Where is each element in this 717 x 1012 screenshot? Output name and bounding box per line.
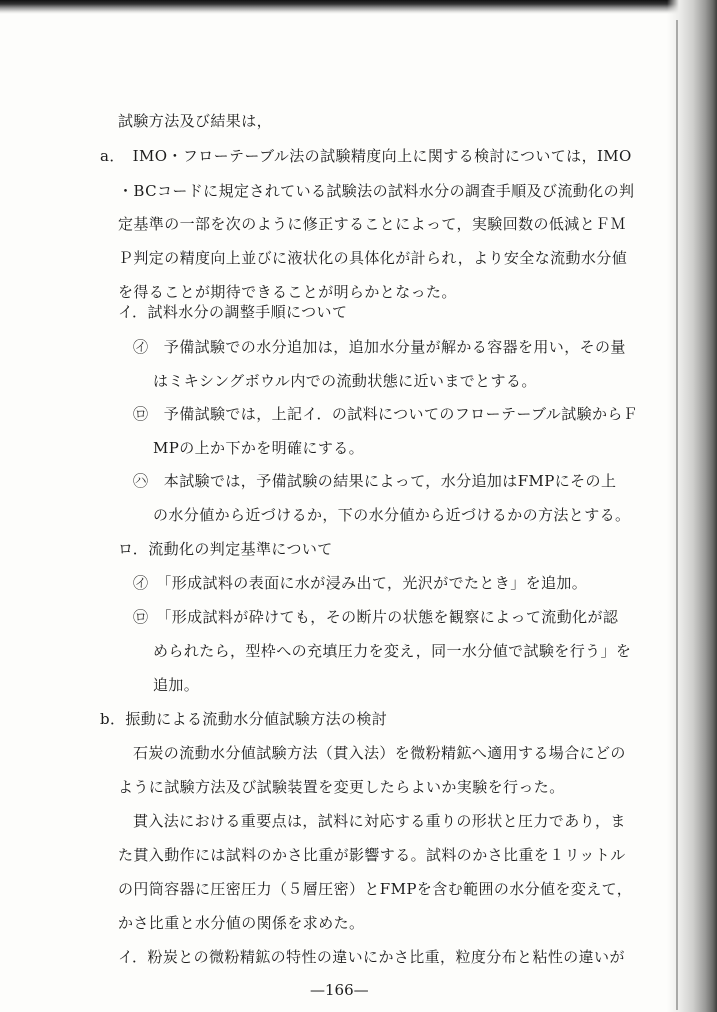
section-b-para-1-line-1: 石炭の流動水分値試験方法（貫入法）を微粉精鉱へ適用する場合にどの — [133, 744, 626, 762]
sub-ro-item-2-line-1: ㋺ 「形成試料が砕けても，その断片の状態を観察によって流動化が認 — [133, 608, 619, 626]
sub-i-item-2-line-2: MPの上か下かを明確にする。 — [153, 439, 365, 457]
section-b-para-2-line-3: の円筒容器に圧密圧力（５層圧密）とFMPを含む範囲の水分値を変えて， — [118, 880, 633, 898]
page-number: —166— — [310, 981, 369, 999]
scan-binding-shadow — [667, 0, 717, 1012]
section-b-para-1-line-2: ように試験方法及び試験装置を変更したらよいか実験を行った。 — [118, 778, 565, 796]
sub-ro-item-1-line-1: ㋑ 「形成試料の表面に水が浸み出て，光沢がでたとき」を追加。 — [133, 574, 588, 592]
sub-ro-item-2-line-2: められたら，型枠への充填圧力を変え，同一水分値で試験を行う」を — [153, 642, 632, 660]
section-a-line-5: を得ることが期待できることが明らかとなった。 — [118, 283, 457, 301]
sub-ro-item-2-line-3: 追加。 — [153, 676, 200, 694]
scan-top-edge-shadow — [0, 0, 717, 14]
sub-i-item-1-line-1: ㋑ 予備試験での水分追加は，追加水分量が解かる容器を用い，その量 — [133, 338, 626, 356]
section-b-sub-i-line-1: イ．粉炭との微粉精鉱の特性の違いにかさ比重，粒度分布と粘性の違いが — [118, 948, 625, 966]
sub-i-item-3-line-2: の水分値から近づけるか，下の水分値から近づけるかの方法とする。 — [153, 506, 631, 524]
sub-i-item-3-line-1: ㋩ 本試験では，予備試験の結果によって，水分追加はFMPにその上 — [133, 472, 617, 490]
sub-i-item-2-line-1: ㋺ 予備試験では，上記イ．の試料についてのフローテーブル試験からＦ — [133, 405, 639, 423]
section-a-line-4: Ｐ判定の精度向上並びに液状化の具体化が計られ，より安全な流動水分値 — [118, 249, 628, 267]
section-b-para-2-line-4: かさ比重と水分値の関係を求めた。 — [118, 914, 365, 932]
section-a-line-3: 定基準の一部を次のように修正することによって，実験回数の低減とＦＭ — [118, 215, 626, 233]
section-b-para-2-line-2: た貫入動作には試料のかさ比重が影響する。試料のかさ比重を１リットル — [118, 846, 626, 864]
page-edge-line — [676, 20, 678, 1010]
intro-text: 試験方法及び結果は， — [118, 112, 273, 130]
section-b-heading: b．振動による流動水分値試験方法の検討 — [100, 710, 388, 728]
sub-i-item-1-line-2: はミキシングボウル内での流動状態に近いまでとする。 — [153, 372, 537, 390]
section-a-line-1: a． IMO・フローテーブル法の試験精度向上に関する検討については，IMO — [100, 147, 632, 165]
section-b-para-2-line-1: 貫入法における重要点は，試料に対応する重りの形状と圧力であり，ま — [133, 812, 626, 830]
sub-ro-heading: ロ．流動化の判定基準について — [118, 540, 333, 558]
sub-i-heading: イ．試料水分の調整手順について — [118, 303, 348, 321]
section-a-line-2: ・BCコードに規定されている試験法の試料水分の調査手順及び流動化の判 — [118, 182, 635, 200]
